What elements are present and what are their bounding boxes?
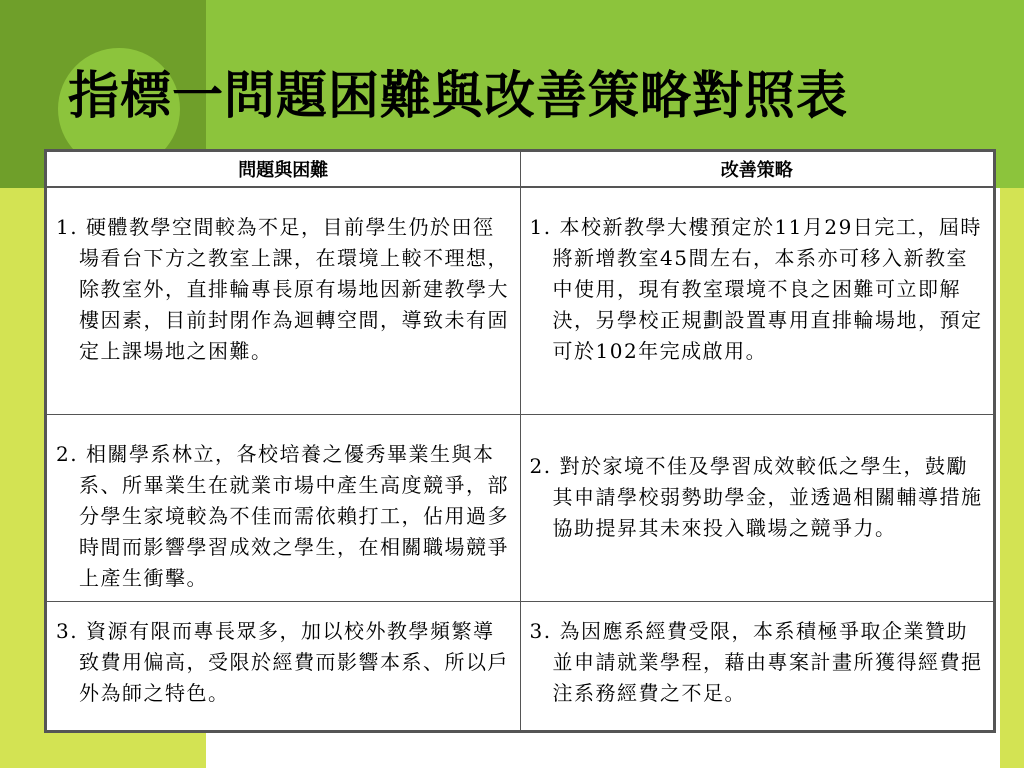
problem-cell bbox=[47, 415, 521, 602]
slide-title: 指標一問題困難與改善策略對照表 bbox=[68, 67, 849, 126]
header-strategies: 改善策略 bbox=[520, 152, 994, 188]
comparison-table bbox=[46, 151, 994, 731]
strategy-text: 2. 對於家境不佳及學習成效較低之學生，鼓勵其申請學校弱勢助學金，並透過相關輔導措施協助提昇其未來投入職場之競爭力。 bbox=[529, 454, 983, 540]
table-row bbox=[47, 602, 994, 731]
header-problems: 問題與困難 bbox=[47, 152, 521, 188]
problem-text: 3. 資源有限而專長眾多，加以校外教學頻繁導致費用偏高，受限於經費而影響本系、所以戶外為師之特色。 bbox=[56, 619, 509, 705]
problem-text: 2. 相關學系林立，各校培養之優秀畢業生與本系、所畢業生在就業市場中產生高度競爭，部分學生家境較為不佳而需依賴打工，佔用過多時間而影響學習成效之學生，在相關職場競爭上產生衝擊。 bbox=[56, 442, 509, 590]
strategy-text: 1. 本校新教學大樓預定於11月29日完工，屆時將新增教室45間左右，本系亦可移入新教室中使用，現有教室環境不良之困難可立即解決，另學校正規劃設置專用直排輪場地，預定可於102年完成啟用。 bbox=[529, 215, 983, 363]
table-header-row bbox=[47, 152, 994, 188]
strategy-cell bbox=[520, 187, 994, 415]
comparison-table-container bbox=[44, 149, 996, 733]
strategy-cell bbox=[520, 602, 994, 731]
table-row bbox=[47, 415, 994, 602]
problem-cell bbox=[47, 187, 521, 415]
strategy-cell bbox=[520, 415, 994, 602]
problem-text: 1. 硬體教學空間較為不足，目前學生仍於田徑場看台下方之教室上課，在環境上較不理想，除教室外，直排輪專長原有場地因新建教學大樓因素，目前封閉作為迴轉空間，導致未有固定上課場地之困難。 bbox=[56, 215, 509, 363]
strategy-text: 3. 為因應系經費受限，本系積極爭取企業贊助並申請就業學程，藉由專案計畫所獲得經費挹注系務經費之不足。 bbox=[529, 619, 983, 705]
table-row bbox=[47, 187, 994, 415]
background-right-strip bbox=[1000, 188, 1024, 768]
problem-cell bbox=[47, 602, 521, 731]
